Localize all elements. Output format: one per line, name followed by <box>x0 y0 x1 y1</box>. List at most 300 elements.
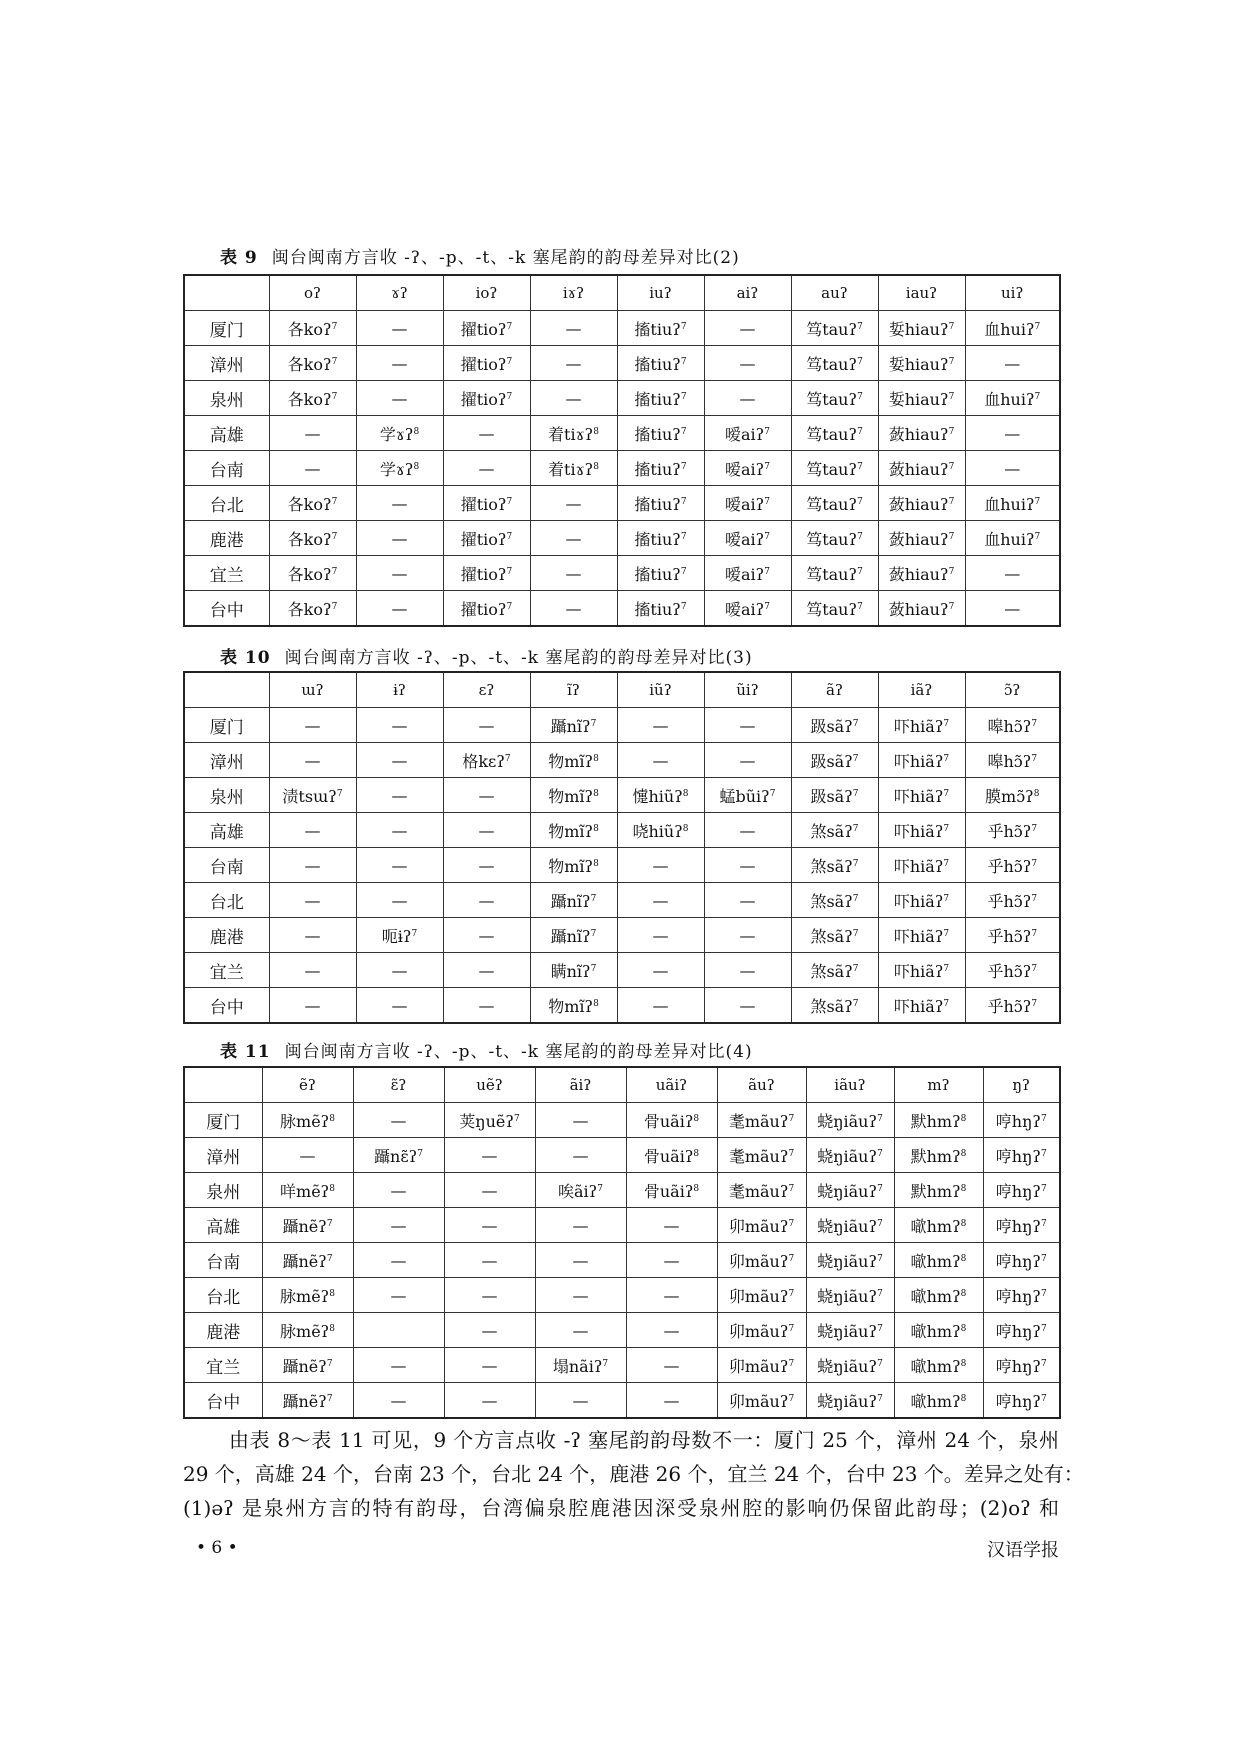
table-cell: — <box>704 988 791 1024</box>
table-cell: — <box>356 848 443 883</box>
table-cell: 膜mɔ̃ʔ$^8$ <box>965 778 1060 813</box>
table-cell: 瞒nĩʔ$^7$ <box>530 953 617 988</box>
place-name: 台南 <box>184 848 269 883</box>
table-cell: — <box>535 1313 626 1348</box>
column-header: ɛ̃ʔ <box>353 1067 444 1103</box>
column-header: iɤʔ <box>530 275 617 311</box>
table-cell: 乎hɔ̃ʔ$^7$ <box>965 848 1060 883</box>
column-header: ɔ̃ʔ <box>965 672 1060 708</box>
table-row <box>184 521 1060 556</box>
place-name: 泉州 <box>184 381 269 416</box>
table-cell: 物mĩʔ$^8$ <box>530 813 617 848</box>
column-header: ãʔ <box>791 672 878 708</box>
table-cell: 躡nĩʔ$^7$ <box>530 918 617 953</box>
table-cell: 噷hmʔ$^8$ <box>894 1278 983 1313</box>
table-cell: 蛲ŋiãuʔ$^7$ <box>806 1348 894 1383</box>
table-cell: — <box>965 556 1060 591</box>
table-cell: 搐tiuʔ$^7$ <box>617 346 704 381</box>
column-header: iauʔ <box>878 275 965 311</box>
table-cell: — <box>443 848 530 883</box>
paragraph-line: 由表 8～表 11 可见，9 个方言点收 -ʔ 塞尾韵韵母数不一：厦门 25 个，漳州 24 个，泉州 <box>229 1428 1059 1452</box>
table-cell: — <box>704 346 791 381</box>
table-cell: 哼hŋʔ$^7$ <box>983 1383 1060 1419</box>
table-cell: 吓hiãʔ$^7$ <box>878 883 965 918</box>
place-name: 漳州 <box>184 1138 262 1173</box>
table-cell: 卯mãuʔ$^7$ <box>717 1383 806 1419</box>
place-name: 泉州 <box>184 1173 262 1208</box>
table-cell: 吓hiãʔ$^7$ <box>878 778 965 813</box>
table-cell: 擢tioʔ$^7$ <box>443 556 530 591</box>
table-cell: 噷hmʔ$^8$ <box>894 1243 983 1278</box>
table-row <box>184 486 1060 521</box>
column-header: uãiʔ <box>626 1067 717 1103</box>
table-cell: 趿sãʔ$^7$ <box>791 743 878 778</box>
table-cell: 卯mãuʔ$^7$ <box>717 1313 806 1348</box>
table-cell: — <box>965 591 1060 627</box>
table-cell: 哼hŋʔ$^7$ <box>983 1208 1060 1243</box>
table-cell: 嗳aiʔ$^7$ <box>704 591 791 627</box>
table-cell: — <box>530 556 617 591</box>
table-row <box>184 988 1060 1024</box>
table-cell: 乎hɔ̃ʔ$^7$ <box>965 883 1060 918</box>
table-cell: — <box>353 1348 444 1383</box>
table-cell: 笃tauʔ$^7$ <box>791 591 878 627</box>
table-cell: 哼hŋʔ$^7$ <box>983 1173 1060 1208</box>
table-cell: — <box>704 381 791 416</box>
column-header: uẽʔ <box>444 1067 535 1103</box>
column-header: ẽʔ <box>262 1067 353 1103</box>
column-header: iũʔ <box>617 672 704 708</box>
table-cell: — <box>444 1313 535 1348</box>
table-cell: — <box>530 381 617 416</box>
table-cell: — <box>269 988 356 1024</box>
table-cell: 笃tauʔ$^7$ <box>791 556 878 591</box>
table-cell: 默hmʔ$^8$ <box>894 1103 983 1138</box>
table-cell: 躡nĩʔ$^7$ <box>530 883 617 918</box>
table-cell: — <box>617 743 704 778</box>
table-cell: 卯mãuʔ$^7$ <box>717 1348 806 1383</box>
table-cell: — <box>444 1348 535 1383</box>
table-cell: 哼hŋʔ$^7$ <box>983 1278 1060 1313</box>
table-cell: 各koʔ$^7$ <box>269 486 356 521</box>
table-cell: — <box>704 743 791 778</box>
table-row <box>184 1103 1060 1138</box>
place-name: 台中 <box>184 591 269 627</box>
paragraph-line: (1)əʔ 是泉州方言的特有韵母，台湾偏泉腔鹿港因深受泉州腔的影响仍保留此韵母；(2)oʔ 和 <box>183 1496 1059 1520</box>
table-cell: 煞sãʔ$^7$ <box>791 988 878 1024</box>
table-cell: 煞sãʔ$^7$ <box>791 848 878 883</box>
table-cell: 擢tioʔ$^7$ <box>443 311 530 346</box>
table-cell: — <box>444 1383 535 1419</box>
column-header: ãiʔ <box>535 1067 626 1103</box>
table-cell: 塌nãiʔ$^7$ <box>535 1348 626 1383</box>
table-cell: — <box>704 813 791 848</box>
table-row <box>184 1278 1060 1313</box>
table-cell: — <box>626 1278 717 1313</box>
table-cell: 擢tioʔ$^7$ <box>443 486 530 521</box>
place-name: 台北 <box>184 486 269 521</box>
table-cell: 煞sãʔ$^7$ <box>791 953 878 988</box>
table-cell: 擢tioʔ$^7$ <box>443 591 530 627</box>
table-cell: 噷hmʔ$^8$ <box>894 1383 983 1419</box>
table-cell: 吓hiãʔ$^7$ <box>878 848 965 883</box>
table-cell: — <box>443 778 530 813</box>
table-cell: 搐tiuʔ$^7$ <box>617 416 704 451</box>
column-header: ɛʔ <box>443 672 530 708</box>
table-cell: 卯mãuʔ$^7$ <box>717 1278 806 1313</box>
table-cell: — <box>356 556 443 591</box>
table-cell: 哼hŋʔ$^7$ <box>983 1348 1060 1383</box>
table-cell: 蔹hiauʔ$^7$ <box>878 521 965 556</box>
table-cell: 蔹hiauʔ$^7$ <box>878 451 965 486</box>
table-row <box>184 813 1060 848</box>
table-cell: 各koʔ$^7$ <box>269 346 356 381</box>
table-cell: 蔹hiauʔ$^7$ <box>878 591 965 627</box>
table-cell: — <box>535 1383 626 1419</box>
table-cell: 学ɤʔ$^8$ <box>356 416 443 451</box>
table-cell: 渍tsɯʔ$^7$ <box>269 778 356 813</box>
table-cell: — <box>269 743 356 778</box>
table-cell: — <box>353 1383 444 1419</box>
place-name: 厦门 <box>184 708 269 743</box>
table-cell: 搐tiuʔ$^7$ <box>617 556 704 591</box>
table-cell: 娎hiauʔ$^7$ <box>878 311 965 346</box>
table-row <box>184 346 1060 381</box>
table-cell: — <box>443 988 530 1024</box>
column-header: ɯʔ <box>269 672 356 708</box>
table-cell: 躡nẽʔ$^7$ <box>262 1348 353 1383</box>
table-cell: 嗥hɔ̃ʔ$^7$ <box>965 743 1060 778</box>
table-cell: — <box>269 883 356 918</box>
table-cell: 哼hŋʔ$^7$ <box>983 1313 1060 1348</box>
table-cell: 躡nɛ̃ʔ$^7$ <box>353 1138 444 1173</box>
table-cell: 血huiʔ$^7$ <box>965 311 1060 346</box>
table-cell: 嗥hɔ̃ʔ$^7$ <box>965 708 1060 743</box>
table-cell: 格kɛʔ$^7$ <box>443 743 530 778</box>
column-header: oʔ <box>269 275 356 311</box>
table-cell: — <box>356 883 443 918</box>
column-header: ioʔ <box>443 275 530 311</box>
table-cell: 笃tauʔ$^7$ <box>791 346 878 381</box>
table-cell: — <box>269 708 356 743</box>
column-header: ɤʔ <box>356 275 443 311</box>
table-cell: — <box>356 953 443 988</box>
table-row <box>184 883 1060 918</box>
body-paragraph <box>183 1423 1084 1525</box>
table-cell: 骨uãiʔ$^8$ <box>626 1173 717 1208</box>
journal-name: 汉语学报 <box>987 1540 1059 1561</box>
table-cell: — <box>269 918 356 953</box>
table-cell: — <box>356 346 443 381</box>
table-cell: 擢tioʔ$^7$ <box>443 521 530 556</box>
table-cell: 卯mãuʔ$^7$ <box>717 1208 806 1243</box>
table-cell: — <box>443 883 530 918</box>
table-cell: 耄mãuʔ$^7$ <box>717 1138 806 1173</box>
table-cell: 唉ãiʔ$^7$ <box>535 1173 626 1208</box>
table-row <box>184 953 1060 988</box>
table-cell: 嗳aiʔ$^7$ <box>704 486 791 521</box>
place-name: 鹿港 <box>184 918 269 953</box>
table-cell: 物mĩʔ$^8$ <box>530 743 617 778</box>
table-cell: 搐tiuʔ$^7$ <box>617 381 704 416</box>
table-cell: — <box>269 848 356 883</box>
table-cell: — <box>443 708 530 743</box>
table-9 <box>183 274 1061 627</box>
table-cell: 蔹hiauʔ$^7$ <box>878 556 965 591</box>
table-cell: 嗳aiʔ$^7$ <box>704 451 791 486</box>
table-9-caption <box>220 243 740 268</box>
table-cell: — <box>965 346 1060 381</box>
table-cell: — <box>356 813 443 848</box>
table-cell: 蔹hiauʔ$^7$ <box>878 416 965 451</box>
table-cell: — <box>353 1103 444 1138</box>
table-cell: 噷hmʔ$^8$ <box>894 1208 983 1243</box>
table-cell: — <box>444 1138 535 1173</box>
table-cell: 娎hiauʔ$^7$ <box>878 346 965 381</box>
place-name: 台北 <box>184 1278 262 1313</box>
table-cell: — <box>530 346 617 381</box>
place-name: 鹿港 <box>184 1313 262 1348</box>
column-header: ãuʔ <box>717 1067 806 1103</box>
table-row <box>184 743 1060 778</box>
table-cell: 嗳aiʔ$^7$ <box>704 416 791 451</box>
table-cell: — <box>356 486 443 521</box>
table-cell: — <box>356 708 443 743</box>
table-cell: — <box>617 918 704 953</box>
table-cell: 各koʔ$^7$ <box>269 311 356 346</box>
table-row <box>184 591 1060 627</box>
table-cell: — <box>356 778 443 813</box>
place-name: 厦门 <box>184 1103 262 1138</box>
table-row <box>184 778 1060 813</box>
table-cell: 蛲ŋiãuʔ$^7$ <box>806 1138 894 1173</box>
table-cell: — <box>444 1173 535 1208</box>
table-cell: 吓hiãʔ$^7$ <box>878 708 965 743</box>
table-cell: — <box>965 451 1060 486</box>
table-cell: — <box>356 521 443 556</box>
table-cell: — <box>353 1208 444 1243</box>
table-number: 表 11 <box>220 1042 271 1062</box>
table-cell: — <box>444 1243 535 1278</box>
table-cell: — <box>535 1243 626 1278</box>
place-name: 鹿港 <box>184 521 269 556</box>
table-cell: — <box>262 1138 353 1173</box>
place-name: 厦门 <box>184 311 269 346</box>
table-cell: 笃tauʔ$^7$ <box>791 486 878 521</box>
table-cell: 搐tiuʔ$^7$ <box>617 521 704 556</box>
table-row <box>184 381 1060 416</box>
table-cell: — <box>444 1278 535 1313</box>
table-row <box>184 1173 1060 1208</box>
header-row <box>184 672 1060 708</box>
table-row <box>184 848 1060 883</box>
table-cell <box>353 1313 444 1348</box>
place-name: 泉州 <box>184 778 269 813</box>
table-cell: 擢tioʔ$^7$ <box>443 346 530 381</box>
table-row <box>184 1348 1060 1383</box>
table-row <box>184 1383 1060 1419</box>
table-cell: — <box>356 591 443 627</box>
table-cell: — <box>353 1173 444 1208</box>
column-header: ŋʔ <box>983 1067 1060 1103</box>
column-header: ũiʔ <box>704 672 791 708</box>
table-cell: — <box>356 743 443 778</box>
table-cell: 血huiʔ$^7$ <box>965 381 1060 416</box>
column-header: ĩʔ <box>530 672 617 708</box>
table-cell: 乎hɔ̃ʔ$^7$ <box>965 953 1060 988</box>
table-cell: — <box>704 848 791 883</box>
table-cell: 搐tiuʔ$^7$ <box>617 486 704 521</box>
table-cell: 笃tauʔ$^7$ <box>791 416 878 451</box>
table-cell: — <box>626 1383 717 1419</box>
table-cell: — <box>443 813 530 848</box>
table-cell: — <box>617 953 704 988</box>
place-name: 高雄 <box>184 813 269 848</box>
table-cell: 搐tiuʔ$^7$ <box>617 311 704 346</box>
table-cell: — <box>704 883 791 918</box>
table-number: 表 10 <box>220 648 271 668</box>
table-cell: 耄mãuʔ$^7$ <box>717 1173 806 1208</box>
table-cell: — <box>535 1103 626 1138</box>
corner-cell <box>184 672 269 708</box>
table-cell: — <box>535 1278 626 1313</box>
table-row <box>184 451 1060 486</box>
column-header: iuʔ <box>617 275 704 311</box>
table-cell: — <box>353 1278 444 1313</box>
table-cell: 各koʔ$^7$ <box>269 591 356 627</box>
table-cell: — <box>443 451 530 486</box>
table-row <box>184 1138 1060 1173</box>
table-cell: 脉mẽʔ$^8$ <box>262 1103 353 1138</box>
table-cell: 笃tauʔ$^7$ <box>791 451 878 486</box>
table-cell: 躡nẽʔ$^7$ <box>262 1243 353 1278</box>
table-cell: — <box>617 883 704 918</box>
place-name: 台北 <box>184 883 269 918</box>
table-cell: 乎hɔ̃ʔ$^7$ <box>965 813 1060 848</box>
place-name: 宜兰 <box>184 953 269 988</box>
table-cell: — <box>626 1348 717 1383</box>
table-cell: — <box>965 416 1060 451</box>
page-number: • 6 • <box>196 1538 238 1558</box>
table-cell: 学ɤʔ$^8$ <box>356 451 443 486</box>
table-cell: 各koʔ$^7$ <box>269 521 356 556</box>
table-cell: 蛲ŋiãuʔ$^7$ <box>806 1313 894 1348</box>
table-row <box>184 556 1060 591</box>
column-header: ɨʔ <box>356 672 443 708</box>
table-cell: 骨uãiʔ$^8$ <box>626 1103 717 1138</box>
table-cell: — <box>617 708 704 743</box>
column-header: iãuʔ <box>806 1067 894 1103</box>
table-10 <box>183 671 1061 1024</box>
corner-cell <box>184 1067 262 1103</box>
table-cell: 娎hiauʔ$^7$ <box>878 381 965 416</box>
table-row <box>184 1243 1060 1278</box>
table-10-caption <box>220 643 753 668</box>
table-cell: 煞sãʔ$^7$ <box>791 918 878 953</box>
table-row <box>184 416 1060 451</box>
table-cell: 乎hɔ̃ʔ$^7$ <box>965 988 1060 1024</box>
table-cell: 吓hiãʔ$^7$ <box>878 813 965 848</box>
column-header: uiʔ <box>965 275 1060 311</box>
table-cell: 物mĩʔ$^8$ <box>530 988 617 1024</box>
table-11-caption <box>220 1037 753 1062</box>
table-cell: — <box>530 591 617 627</box>
place-name: 台南 <box>184 1243 262 1278</box>
table-cell: 蛲ŋiãuʔ$^7$ <box>806 1208 894 1243</box>
table-cell: — <box>617 848 704 883</box>
table-cell: 嗳aiʔ$^7$ <box>704 521 791 556</box>
table-row <box>184 311 1060 346</box>
table-cell: 躡nẽʔ$^7$ <box>262 1383 353 1419</box>
table-cell: — <box>535 1208 626 1243</box>
column-header: iãʔ <box>878 672 965 708</box>
table-cell: 躡nĩʔ$^7$ <box>530 708 617 743</box>
table-cell: 咩mẽʔ$^8$ <box>262 1173 353 1208</box>
table-cell: — <box>443 918 530 953</box>
table-cell: — <box>443 953 530 988</box>
table-cell: 煞sãʔ$^7$ <box>791 883 878 918</box>
table-cell: 血huiʔ$^7$ <box>965 486 1060 521</box>
table-cell: — <box>704 953 791 988</box>
table-cell: 骨uãiʔ$^8$ <box>626 1138 717 1173</box>
table-cell: — <box>269 813 356 848</box>
table-cell: 吓hiãʔ$^7$ <box>878 743 965 778</box>
place-name: 宜兰 <box>184 556 269 591</box>
table-cell: 各koʔ$^7$ <box>269 556 356 591</box>
table-title: 闽台闽南方言收 -ʔ、-p、-t、-k 塞尾韵的韵母差异对比(3) <box>284 648 753 668</box>
table-cell: 煞sãʔ$^7$ <box>791 813 878 848</box>
table-cell: — <box>704 708 791 743</box>
table-row <box>184 708 1060 743</box>
table-cell: — <box>626 1313 717 1348</box>
table-cell: 着tiɤʔ$^8$ <box>530 451 617 486</box>
table-cell: 各koʔ$^7$ <box>269 381 356 416</box>
header-row <box>184 1067 1060 1103</box>
table-cell: 物mĩʔ$^8$ <box>530 848 617 883</box>
table-cell: 躡nẽʔ$^7$ <box>262 1208 353 1243</box>
table-cell: — <box>704 918 791 953</box>
place-name: 台中 <box>184 1383 262 1419</box>
header-row <box>184 275 1060 311</box>
table-cell: 哼hŋʔ$^7$ <box>983 1243 1060 1278</box>
table-cell: 吓hiãʔ$^7$ <box>878 918 965 953</box>
table-cell: 卯mãuʔ$^7$ <box>717 1243 806 1278</box>
table-cell: — <box>353 1243 444 1278</box>
table-cell: 蛲ŋiãuʔ$^7$ <box>806 1243 894 1278</box>
table-cell: — <box>626 1243 717 1278</box>
table-cell: 默hmʔ$^8$ <box>894 1138 983 1173</box>
table-cell: 蛲ŋiãuʔ$^7$ <box>806 1173 894 1208</box>
table-cell: 血huiʔ$^7$ <box>965 521 1060 556</box>
table-cell: 哼hŋʔ$^7$ <box>983 1103 1060 1138</box>
table-cell: 蛲ŋiãuʔ$^7$ <box>806 1383 894 1419</box>
place-name: 高雄 <box>184 416 269 451</box>
column-header: auʔ <box>791 275 878 311</box>
table-number: 表 9 <box>220 248 258 268</box>
table-cell: 笃tauʔ$^7$ <box>791 521 878 556</box>
table-cell: 噷hmʔ$^8$ <box>894 1348 983 1383</box>
table-cell: — <box>626 1208 717 1243</box>
table-cell: — <box>269 451 356 486</box>
table-cell: 蜢bũiʔ$^7$ <box>704 778 791 813</box>
table-cell: 荚ŋuẽʔ$^7$ <box>444 1103 535 1138</box>
table-cell: — <box>530 311 617 346</box>
place-name: 漳州 <box>184 743 269 778</box>
table-cell: 乎hɔ̃ʔ$^7$ <box>965 918 1060 953</box>
table-cell: 懥hiũʔ$^8$ <box>617 778 704 813</box>
table-cell: 着tiɤʔ$^8$ <box>530 416 617 451</box>
table-cell: 笃tauʔ$^7$ <box>791 311 878 346</box>
